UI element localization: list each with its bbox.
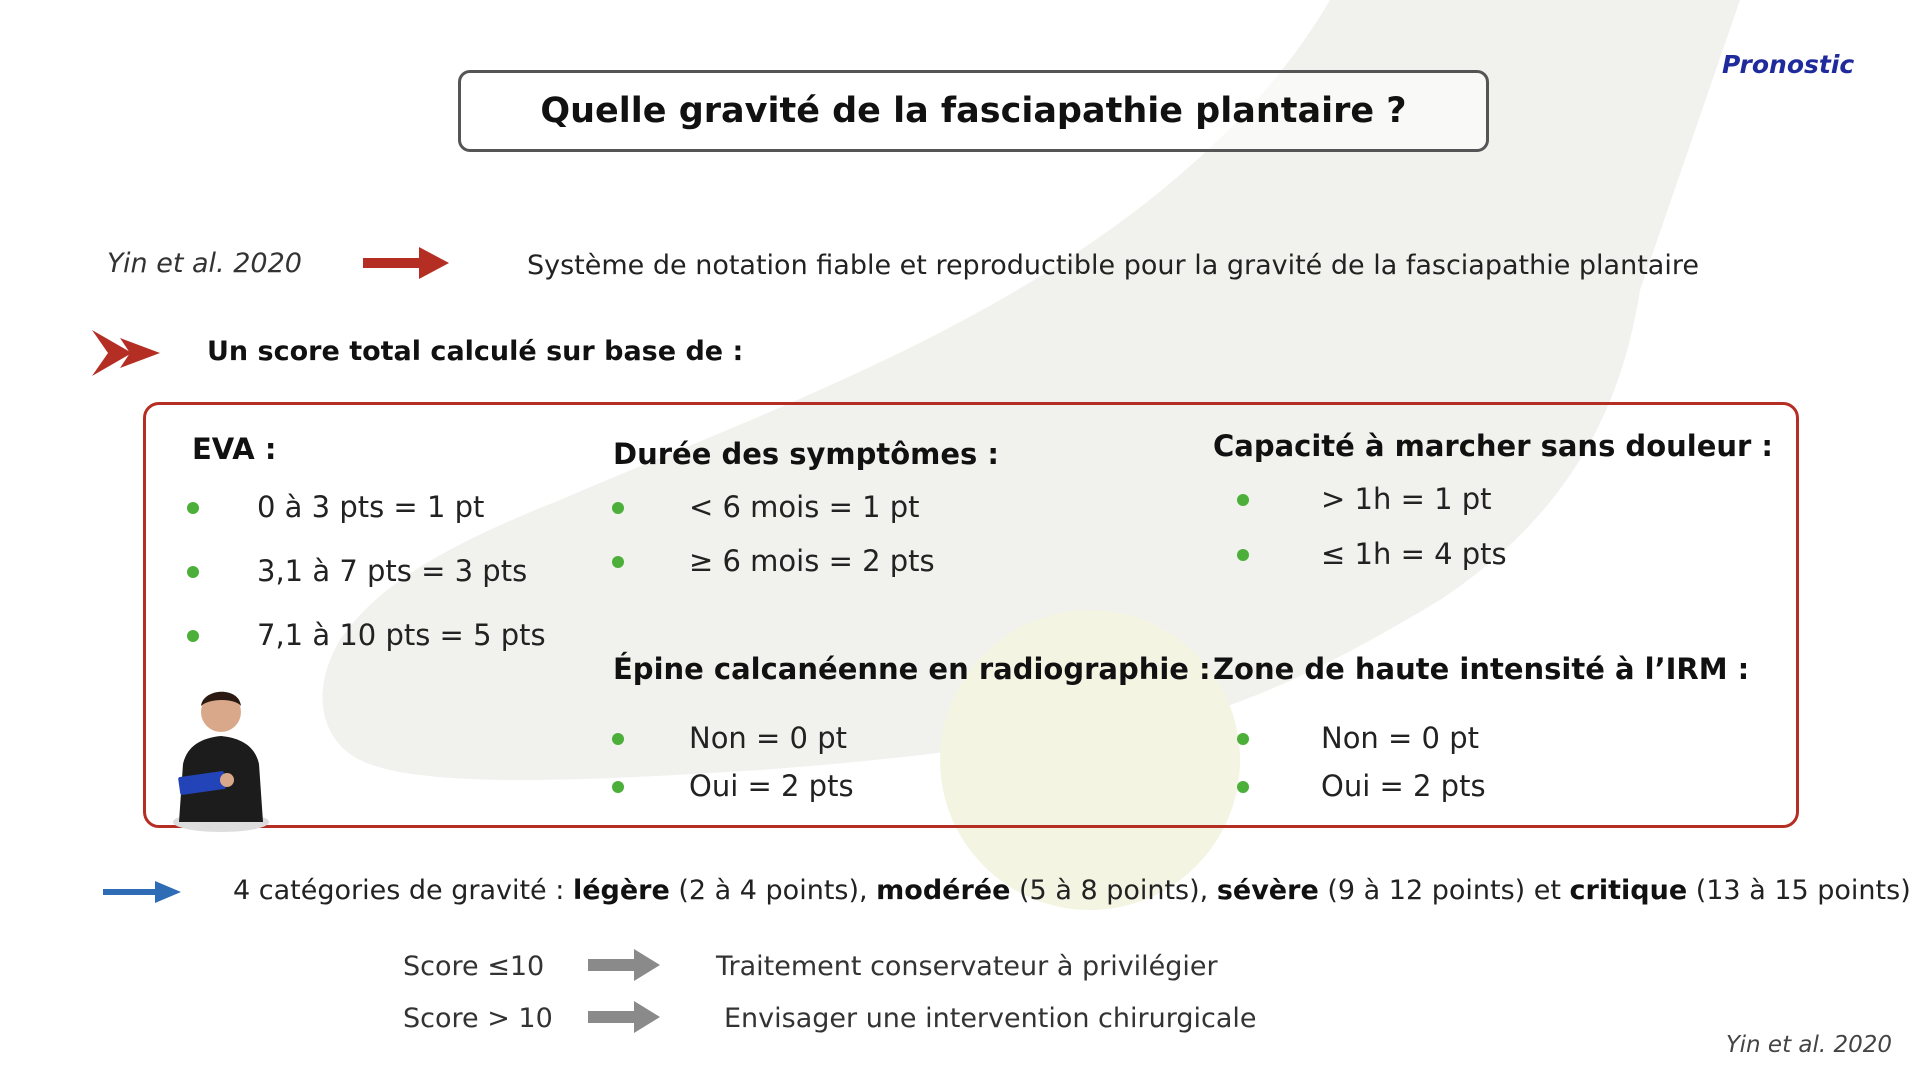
category-moderee: modérée <box>876 875 1011 906</box>
clinician-illustration <box>165 672 277 832</box>
capacite-item: > 1h = 1 pt <box>1321 482 1492 516</box>
bullet-icon <box>612 781 624 793</box>
capacite-item: ≤ 1h = 4 pts <box>1321 537 1507 571</box>
blue-arrow-icon <box>103 879 181 907</box>
system-description: Système de notation fiable et reproductible pour la gravité de la fasciapathie plantaire <box>527 250 1699 281</box>
capacite-heading: Capacité à marcher sans douleur : <box>1213 429 1774 463</box>
score-heading: Un score total calculé sur base de : <box>207 336 744 367</box>
epine-heading: Épine calcanéenne en radiographie : <box>613 652 1211 686</box>
severity-categories <box>233 875 1911 906</box>
score-threshold-low: Score ≤10 <box>403 951 545 982</box>
reference-citation: Yin et al. 2020 <box>107 248 302 279</box>
bullet-icon <box>1237 549 1249 561</box>
category-legere: légère <box>572 875 670 906</box>
section-tag: Pronostic <box>1722 50 1855 79</box>
bullet-icon <box>612 502 624 514</box>
eva-item: 0 à 3 pts = 1 pt <box>257 490 485 524</box>
duree-item: ≥ 6 mois = 2 pts <box>689 544 935 578</box>
category-critique: critique <box>1569 875 1688 906</box>
footer-reference: Yin et al. 2020 <box>1726 1032 1893 1058</box>
eva-heading: EVA : <box>192 432 277 466</box>
eva-item: 3,1 à 7 pts = 3 pts <box>257 554 528 588</box>
bullet-icon <box>1237 733 1249 745</box>
categories-prefix: 4 catégories de gravité : <box>233 875 573 906</box>
eva-item: 7,1 à 10 pts = 5 pts <box>257 618 546 652</box>
epine-item: Oui = 2 pts <box>689 769 854 803</box>
score-threshold-high: Score > 10 <box>403 1003 553 1034</box>
category-range: (9 à 12 points) et <box>1318 875 1570 906</box>
grey-arrow-icon <box>588 999 660 1035</box>
category-range: (13 à 15 points) <box>1687 875 1911 906</box>
duree-item: < 6 mois = 1 pt <box>689 490 920 524</box>
page-title <box>458 70 1489 152</box>
red-arrow-icon <box>363 245 449 281</box>
zone-item: Oui = 2 pts <box>1321 769 1486 803</box>
bullet-icon <box>187 566 199 578</box>
epine-item: Non = 0 pt <box>689 721 847 755</box>
zone-item: Non = 0 pt <box>1321 721 1479 755</box>
conservative-treatment: Traitement conservateur à privilégier <box>716 951 1218 982</box>
category-range: (5 à 8 points), <box>1010 875 1217 906</box>
bullet-icon <box>1237 781 1249 793</box>
surgical-intervention: Envisager une intervention chirurgicale <box>724 1003 1257 1034</box>
bullet-icon <box>187 630 199 642</box>
double-chevron-icon <box>92 330 162 376</box>
bullet-icon <box>612 556 624 568</box>
bullet-icon <box>187 502 199 514</box>
duree-heading: Durée des symptômes : <box>613 437 1000 471</box>
page-title-text: Quelle gravité de la fasciapathie plantaire ? <box>540 91 1407 131</box>
category-range: (2 à 4 points), <box>669 875 877 906</box>
grey-arrow-icon <box>588 947 660 983</box>
bullet-icon <box>1237 494 1249 506</box>
bullet-icon <box>612 733 624 745</box>
zone-heading: Zone de haute intensité à l’IRM : <box>1213 652 1750 686</box>
category-severe: sévère <box>1216 875 1319 906</box>
